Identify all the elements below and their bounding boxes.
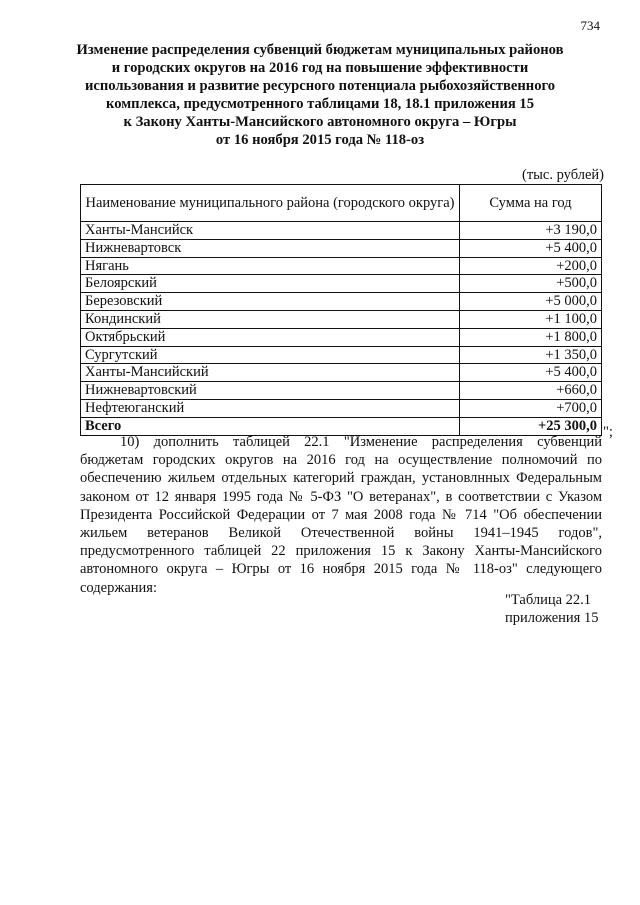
amount-value: +5 400,0 [460, 239, 602, 257]
table-row [81, 328, 602, 346]
municipality-name: Березовский [81, 293, 460, 311]
title-line: к Закону Ханты-Мансийского автономного округа – Югры [123, 114, 517, 130]
amount-value: +660,0 [460, 382, 602, 400]
amount-value: +5 400,0 [460, 364, 602, 382]
total-label: Всего [81, 417, 460, 435]
title-line: комплекса, предусмотренного таблицами 18, 18.1 приложения 15 [105, 96, 534, 112]
table-row [81, 346, 602, 364]
amount-value: +3 190,0 [460, 222, 602, 240]
municipality-name: Белоярский [81, 275, 460, 293]
title-line: от 16 ноября 2015 года № 118-оз [215, 132, 425, 148]
table-header-row [81, 185, 602, 222]
municipality-name: Нижневартовский [81, 382, 460, 400]
municipality-name: Нефтеюганский [81, 399, 460, 417]
municipality-name: Ханты-Мансийск [81, 222, 460, 240]
table-row [81, 239, 602, 257]
units-label: (тыс. рублей) [522, 167, 604, 183]
amount-value: +1 350,0 [460, 346, 602, 364]
body-paragraph: 10) дополнить таблицей 22.1 "Изменение распределения субвенций бюджетам городских округов на 2016 год на осуществление полномочий по обеспечению жильем отдельных категорий граждан, установлнных Федеральным законом от 12 января 1995 года № 5-ФЗ "О ветеранах", в соответствии с Указом Президента Российской Федерации от 7 мая 2008 года № 714 "Об обеспечении жильем ветеранов Великой Отечественной войны 1941–1945 годов", предусмотренного таблицей 22 приложения 15 к Закону Ханты-Мансийского автономного округа – Югры от 16 ноября 2015 года № 118-оз" следующего содержания: [80, 434, 602, 596]
table-row [81, 310, 602, 328]
amount-value: +1 800,0 [460, 328, 602, 346]
table-reference [505, 591, 598, 627]
table-row [81, 275, 602, 293]
header-name: Наименование муниципального района (городского округа) [81, 185, 460, 222]
title-line: Изменение распределения субвенций бюджетам муниципальных районов [76, 42, 564, 58]
amount-value: +5 000,0 [460, 293, 602, 311]
total-amount: +25 300,0 [460, 417, 602, 435]
page-title [60, 41, 580, 149]
municipality-name: Кондинский [81, 310, 460, 328]
table-row [81, 364, 602, 382]
municipality-name: Октябрьский [81, 328, 460, 346]
title-line: и городских округов на 2016 год на повышение эффективности [111, 60, 529, 76]
subvention-table [80, 184, 602, 436]
municipality-name: Нягань [81, 257, 460, 275]
municipality-name: Сургутский [81, 346, 460, 364]
amount-value: +700,0 [460, 399, 602, 417]
table-row [81, 382, 602, 400]
amount-value: +1 100,0 [460, 310, 602, 328]
table-closing-mark: "; [603, 424, 613, 440]
table-row [81, 257, 602, 275]
municipality-name: Нижневартовск [81, 239, 460, 257]
table-reference-line: "Таблица 22.1 [505, 592, 592, 608]
title-line: использования и развитие ресурсного потенциала рыбохозяйственного [84, 78, 556, 94]
table-reference-line: приложения 15 [505, 610, 599, 626]
table-row [81, 399, 602, 417]
page-number: 734 [580, 18, 600, 33]
table-row [81, 222, 602, 240]
amount-value: +500,0 [460, 275, 602, 293]
table-row [81, 293, 602, 311]
header-amount: Сумма на год [460, 185, 602, 222]
municipality-name: Ханты-Мансийский [81, 364, 460, 382]
amount-value: +200,0 [460, 257, 602, 275]
